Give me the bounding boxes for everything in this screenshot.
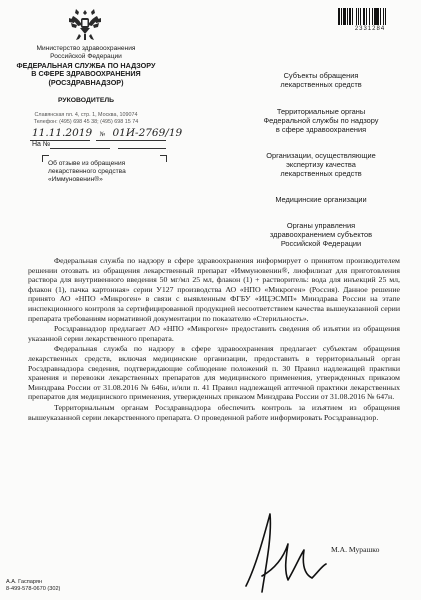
ministry-name bbox=[6, 45, 166, 61]
ministry-line: Российской Федерации bbox=[50, 53, 122, 60]
barcode bbox=[338, 8, 402, 25]
handwritten-date: 11.11.2019 bbox=[32, 127, 93, 139]
reference-label: На № bbox=[32, 141, 51, 148]
paragraph: Территориальным органам Росздравнадзора обеспечить контроль за изъятием из обращения вышеуказанной серии лекарственного препарата. О проведенной работе информировать Росздравнадзор. bbox=[28, 402, 400, 422]
recipient-subjects bbox=[236, 71, 406, 89]
address-block bbox=[6, 112, 166, 126]
recipient-territorial bbox=[236, 107, 406, 134]
subject-line: Об отзыве из обращения bbox=[48, 160, 126, 167]
head-title: РУКОВОДИТЕЛЬ bbox=[57, 97, 115, 104]
recipient-expertise bbox=[236, 151, 406, 178]
executor-name: А.А. Гаспарян bbox=[6, 579, 43, 585]
service-line: В СФЕРЕ ЗДРАВООХРАНЕНИЯ bbox=[31, 69, 141, 79]
recipient-line: Территориальные органы bbox=[276, 107, 366, 116]
recipient-medical bbox=[236, 195, 406, 204]
recipient-line: Субъекты обращения bbox=[283, 71, 359, 80]
recipient-health-authorities bbox=[236, 221, 406, 248]
recipient-line: здравоохранением субъектов bbox=[269, 230, 373, 239]
recipient-line: Медицинские организации bbox=[275, 195, 367, 204]
paragraph: Федеральная служба по надзору в сфере здравоохранения информирует о принятом производителем решении отозвать из обращения лекарственный препарат «Иммуновенин®, лиофилизат для приготовления раствора для внутривенного введения 50 мг/мл 25 мл, флакон (1) + растворитель: вода для инъекций 25 мл, флакон (1), пачка картонная» серии У127 производства АО «НПО «Микроген» (Россия). Данное решение принято АО «НПО «Микроген» в связи с выявленным ФГБУ «ИЦЭСМП» Минздрава России на этапе инспекционного контроля за сертифицированной продукцией несоответствием качества вышеуказанной серии препарата требованиям нормативной документации по показателю «Стерильность». bbox=[28, 256, 400, 323]
handwritten-number: 01И-2769/19 bbox=[112, 127, 183, 139]
reference-underline bbox=[50, 148, 110, 149]
recipient-line: Органы управления bbox=[286, 221, 356, 230]
letter-body bbox=[28, 256, 400, 423]
barcode-bar bbox=[385, 8, 387, 25]
number-underline bbox=[96, 140, 166, 141]
service-line: ФЕДЕРАЛЬНАЯ СЛУЖБА ПО НАДЗОРУ bbox=[16, 61, 156, 70]
paragraph: Росздравнадзор предлагает АО «НПО «Микроген» предоставить сведения об изъятии из обращения указанной серии лекарственного препарата. bbox=[28, 324, 400, 343]
date-and-number bbox=[32, 127, 182, 139]
ministry-line: Министерство здравоохранения bbox=[36, 45, 136, 52]
paragraph: Федеральная служба по надзору в сфере здравоохранения предлагает субъектам обращения лекарственных средств, включая медицинские организации, предоставить в территориальный орган Росздравнадзора сведения, подтверждающие соблюдение положений п. 30 Правил надлежащей практики хранения и перевозки лекарственных препаратов для медицинского применения, утвержденных приказом Минздрава России от 31.08.2016 № 646н, и/или п. 41 Правил надлежащей аптечной практики лекарственных препаратов для медицинского применения, утвержденных приказом Минздрава России от 31.08.2016 № 647н. bbox=[28, 344, 400, 402]
coat-of-arms-emblem bbox=[67, 6, 103, 44]
barcode-number: 2331284 bbox=[354, 26, 386, 32]
service-name bbox=[6, 62, 166, 87]
signer-name: М.А. Мурашко bbox=[331, 545, 380, 554]
subject-line: «Иммуновенин®» bbox=[48, 176, 103, 183]
number-sign: № bbox=[99, 131, 106, 138]
executor-phone: 8-499-578-0670 (302) bbox=[6, 586, 61, 592]
recipient-line: Российской Федерации bbox=[280, 239, 362, 248]
address-line: Телефон: (495) 698 45 38; (495) 698 15 74 bbox=[33, 118, 139, 125]
executor-info bbox=[6, 579, 60, 593]
recipient-line: лекарственных средств bbox=[280, 169, 362, 178]
recipient-line: Организации, осуществляющие bbox=[266, 151, 376, 160]
service-line: (РОСЗДРАВНАДЗОР) bbox=[48, 77, 124, 87]
recipient-line: лекарственных средств bbox=[280, 80, 362, 89]
recipient-line: экспертизу качества bbox=[286, 160, 356, 169]
address-line: Славянская пл. 4, стр. 1, Москва, 109074 bbox=[34, 112, 138, 118]
reference-date-underline bbox=[118, 148, 166, 149]
letter-subject bbox=[48, 160, 168, 184]
recipient-line: Федеральной службы по надзору bbox=[263, 116, 379, 125]
subject-line: лекарственного средства bbox=[48, 168, 126, 175]
recipient-line: в сфере здравоохранения bbox=[275, 125, 367, 134]
handwritten-signature bbox=[226, 506, 336, 594]
